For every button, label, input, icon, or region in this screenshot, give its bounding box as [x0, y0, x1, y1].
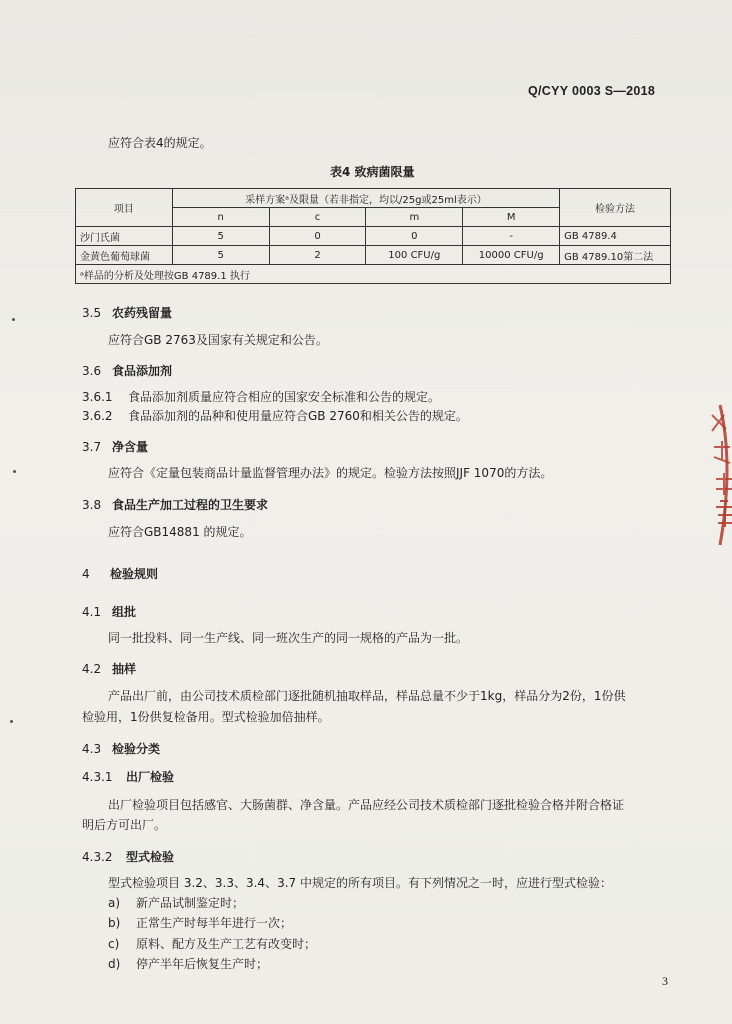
cell-method: GB 4789.4: [560, 227, 671, 246]
list-text: 原料、配方及生产工艺有改变时；: [136, 937, 317, 951]
section-body: 应符合GB14881 的规定。: [108, 525, 252, 539]
chapter-title: 检验规则: [110, 567, 159, 581]
section-title: 农药残留量: [112, 306, 173, 320]
sub-header-M: M: [463, 208, 560, 227]
col-header-item: 项目: [76, 189, 173, 227]
list-label: d): [108, 957, 121, 971]
section-heading: [82, 660, 136, 677]
subsection-heading: [82, 848, 174, 865]
scan-speck: [13, 470, 16, 473]
section-body-line: 产品出厂前，由公司技术质检部门逐批随机抽取样品，样品总量不少于1kg，样品分为2份，1份供: [108, 689, 626, 703]
list-text: 新产品试制鉴定时；: [136, 896, 245, 910]
section-number: 3.8: [82, 498, 102, 512]
clause-number: 3.6.1: [82, 390, 113, 404]
subsection-number: 4.3.1: [82, 770, 113, 784]
section-body-line: 检验用，1份供复检备用。型式检验加倍抽样。: [82, 710, 330, 724]
pathogen-limit-table: [75, 188, 671, 284]
list-text: 停产半年后恢复生产时；: [136, 957, 269, 971]
section-title: 组批: [112, 605, 137, 619]
section-body: 同一批投料、同一生产线、同一班次生产的同一规格的产品为一批。: [108, 631, 469, 645]
list-label: a): [108, 896, 121, 910]
clause-number: 3.6.2: [82, 409, 113, 423]
subsection-number: 4.3.2: [82, 850, 113, 864]
company-seal-stamp: [706, 395, 732, 555]
section-title: 食品生产加工过程的卫生要求: [112, 498, 269, 512]
cell-m: 0: [366, 227, 463, 246]
section-title: 食品添加剂: [112, 364, 173, 378]
section-body: 型式检验项目 3.2、3.3、3.4、3.7 中规定的所有项目。有下列情况之一时，应进行型式检验：: [108, 876, 612, 890]
standard-number: Q/CYY 0003 S—2018: [528, 84, 656, 98]
section-heading: [82, 304, 172, 321]
chapter-number: 4: [82, 567, 90, 581]
section-number: 4.3: [82, 742, 102, 756]
table-note: ᵃ样品的分析及处理按GB 4789.1 执行: [76, 265, 671, 284]
section-heading: [82, 362, 172, 379]
section-heading: [82, 740, 160, 757]
section-number: 4.2: [82, 662, 102, 676]
cell-c: 2: [269, 246, 366, 265]
clause-3-6-2: [82, 407, 468, 425]
cell-M: 10000 CFU/g: [463, 246, 560, 265]
section-heading: [82, 496, 268, 513]
section-body: 应符合GB 2763及国家有关规定和公告。: [108, 333, 328, 347]
list-text: 正常生产时每半年进行一次；: [136, 916, 293, 930]
list-item: [108, 914, 292, 932]
col-header-plan: 采样方案ᵃ及限量（若非指定，均以/25g或25ml表示）: [172, 189, 559, 208]
table-title: 表4 致病菌限量: [330, 165, 415, 179]
chapter-heading: [82, 565, 158, 582]
sub-header-n: n: [172, 208, 269, 227]
sub-header-c: c: [269, 208, 366, 227]
list-label: c): [108, 937, 120, 951]
section-title: 检验分类: [112, 742, 161, 756]
sub-header-m: m: [366, 208, 463, 227]
clause-3-6-1: [82, 388, 440, 406]
list-label: b): [108, 916, 121, 930]
cell-n: 5: [172, 227, 269, 246]
cell-item: 沙门氏菌: [76, 227, 173, 246]
cell-m: 100 CFU/g: [366, 246, 463, 265]
section-number: 3.6: [82, 364, 102, 378]
col-header-method: 检验方法: [560, 189, 671, 227]
page-number: 3: [662, 974, 668, 988]
subsection-title: 出厂检验: [126, 770, 175, 784]
table-row: [76, 227, 671, 246]
scan-speck: [10, 720, 13, 723]
subsection-heading: [82, 768, 174, 785]
section-body-line: 明后方可出厂。: [82, 818, 167, 832]
section-body: 应符合《定量包装商品计量监督管理办法》的规定。检验方法按照JJF 1070的方法。: [108, 466, 553, 480]
list-item: [108, 894, 244, 912]
section-number: 4.1: [82, 605, 102, 619]
section-number: 3.7: [82, 440, 102, 454]
section-body-line: 出厂检验项目包括感官、大肠菌群、净含量。产品应经公司技术质检部门逐批检验合格并附合格证: [108, 798, 625, 812]
section-title: 抽样: [112, 662, 137, 676]
subsection-title: 型式检验: [126, 850, 175, 864]
scan-speck: [12, 318, 15, 321]
cell-M: -: [463, 227, 560, 246]
clause-text: 食品添加剂的品种和使用量应符合GB 2760和相关公告的规定。: [128, 409, 468, 423]
intro-text: 应符合表4的规定。: [108, 136, 212, 150]
list-item: [108, 935, 316, 953]
table-row: [76, 246, 671, 265]
cell-n: 5: [172, 246, 269, 265]
section-number: 3.5: [82, 306, 102, 320]
clause-text: 食品添加剂质量应符合相应的国家安全标准和公告的规定。: [128, 390, 441, 404]
section-heading: [82, 438, 148, 455]
cell-c: 0: [269, 227, 366, 246]
section-heading: [82, 603, 136, 620]
cell-method: GB 4789.10第二法: [560, 246, 671, 265]
section-title: 净含量: [112, 440, 149, 454]
cell-item: 金黄色葡萄球菌: [76, 246, 173, 265]
list-item: [108, 955, 268, 973]
